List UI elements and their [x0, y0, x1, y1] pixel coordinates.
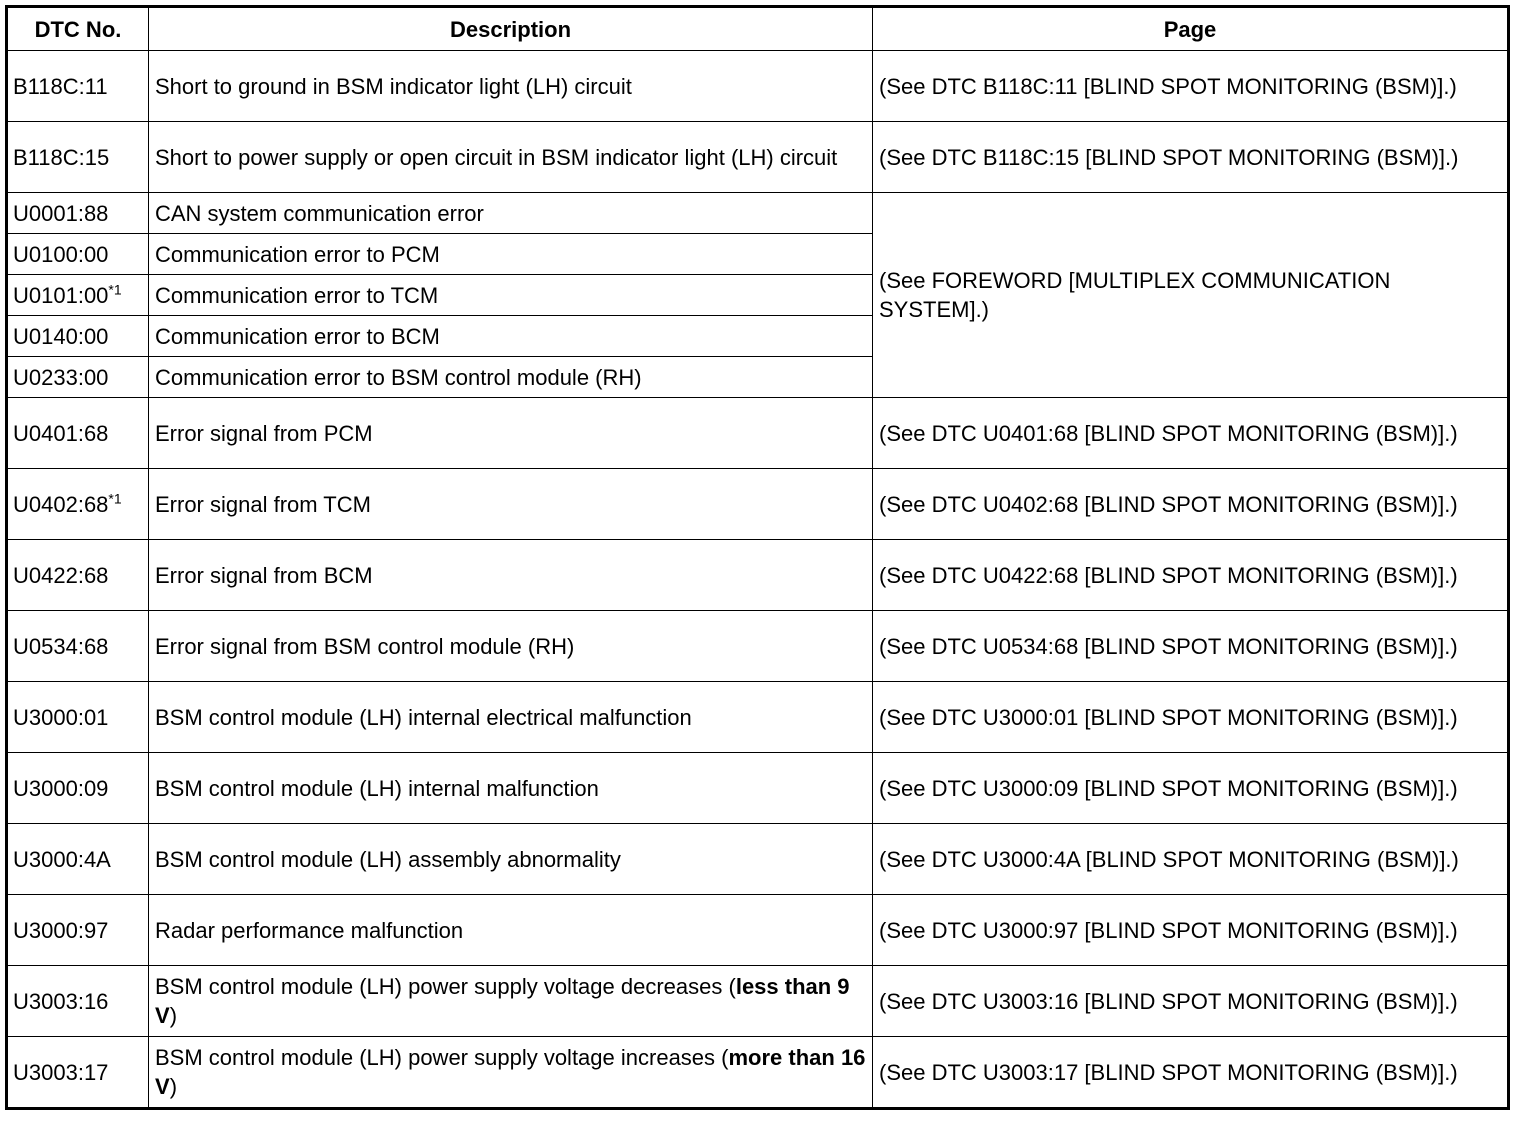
table-row	[7, 753, 1509, 824]
dtc-code: U3000:01	[7, 682, 149, 753]
dtc-code: U3003:16	[7, 966, 149, 1037]
dtc-code: U3000:97	[7, 895, 149, 966]
table-row	[7, 611, 1509, 682]
dtc-code: U0001:88	[7, 193, 149, 234]
header-dtc-no: DTC No.	[7, 7, 149, 51]
table-row	[7, 966, 1509, 1037]
closing-paren: )	[169, 1003, 178, 1028]
dtc-page-reference: (See DTC U3003:17 [BLIND SPOT MONITORING (BSM)].)	[873, 1037, 1509, 1109]
dtc-table	[5, 5, 1510, 1110]
dtc-description: BSM control module (LH) power supply voltage increases (	[155, 1045, 729, 1070]
dtc-page-reference: (See DTC U3000:09 [BLIND SPOT MONITORING (BSM)].)	[873, 753, 1509, 824]
dtc-code-cell	[7, 275, 149, 316]
dtc-description-cell	[149, 966, 873, 1037]
dtc-page-reference: (See DTC U3000:97 [BLIND SPOT MONITORING (BSM)].)	[873, 895, 1509, 966]
table-row	[7, 469, 1509, 540]
dtc-description: BSM control module (LH) assembly abnormality	[149, 824, 873, 895]
table-row	[7, 51, 1509, 122]
footnote-marker: *1	[108, 281, 122, 298]
dtc-code: B118C:15	[7, 122, 149, 193]
header-description: Description	[149, 7, 873, 51]
voltage-threshold: more than 16 V	[155, 1045, 866, 1099]
voltage-threshold: less than 9 V	[155, 974, 850, 1028]
table-row	[7, 1037, 1509, 1109]
dtc-code: U0233:00	[7, 357, 149, 398]
dtc-description: Communication error to PCM	[149, 234, 873, 275]
dtc-description: Communication error to BSM control module (RH)	[149, 357, 873, 398]
table-header-row	[7, 7, 1509, 51]
dtc-description: Communication error to BCM	[149, 316, 873, 357]
table-row	[7, 682, 1509, 753]
dtc-code: U0140:00	[7, 316, 149, 357]
dtc-page-reference: (See DTC U3000:4A [BLIND SPOT MONITORING (BSM)].)	[873, 824, 1509, 895]
dtc-code: U3003:17	[7, 1037, 149, 1109]
dtc-description: BSM control module (LH) power supply voltage decreases (	[155, 974, 736, 999]
dtc-page-reference: (See DTC U0422:68 [BLIND SPOT MONITORING (BSM)].)	[873, 540, 1509, 611]
dtc-code: U0100:00	[7, 234, 149, 275]
dtc-page-reference: (See DTC U3003:16 [BLIND SPOT MONITORING (BSM)].)	[873, 966, 1509, 1037]
dtc-code: U0101:00	[13, 282, 109, 308]
dtc-description-cell	[149, 1037, 873, 1109]
dtc-code-cell	[7, 469, 149, 540]
table-row	[7, 122, 1509, 193]
dtc-code: U0422:68	[7, 540, 149, 611]
dtc-page-reference: (See DTC U0401:68 [BLIND SPOT MONITORING (BSM)].)	[873, 398, 1509, 469]
dtc-code: U3000:4A	[7, 824, 149, 895]
table-row	[7, 540, 1509, 611]
dtc-code: U0401:68	[7, 398, 149, 469]
footnote-marker: *1	[108, 490, 122, 507]
closing-paren: )	[169, 1074, 178, 1099]
header-page: Page	[873, 7, 1509, 51]
table-row	[7, 824, 1509, 895]
dtc-description: Error signal from PCM	[149, 398, 873, 469]
table-row	[7, 193, 1509, 234]
dtc-description: BSM control module (LH) internal electrical malfunction	[149, 682, 873, 753]
dtc-description: Error signal from BSM control module (RH)	[149, 611, 873, 682]
dtc-code: U0402:68	[13, 491, 109, 517]
dtc-description: Error signal from TCM	[149, 469, 873, 540]
dtc-description: Short to ground in BSM indicator light (LH) circuit	[149, 51, 873, 122]
dtc-description: CAN system communication error	[149, 193, 873, 234]
dtc-page-reference: (See DTC B118C:15 [BLIND SPOT MONITORING (BSM)].)	[873, 122, 1509, 193]
dtc-page-reference: (See DTC B118C:11 [BLIND SPOT MONITORING (BSM)].)	[873, 51, 1509, 122]
dtc-description: Error signal from BCM	[149, 540, 873, 611]
dtc-page-reference: (See DTC U0402:68 [BLIND SPOT MONITORING (BSM)].)	[873, 469, 1509, 540]
dtc-description: Communication error to TCM	[149, 275, 873, 316]
dtc-description: BSM control module (LH) internal malfunction	[149, 753, 873, 824]
dtc-code: U0534:68	[7, 611, 149, 682]
dtc-page-reference: (See DTC U0534:68 [BLIND SPOT MONITORING (BSM)].)	[873, 611, 1509, 682]
dtc-description: Short to power supply or open circuit in BSM indicator light (LH) circuit	[149, 122, 873, 193]
dtc-description: Radar performance malfunction	[149, 895, 873, 966]
dtc-code: B118C:11	[7, 51, 149, 122]
table-row	[7, 895, 1509, 966]
table-row	[7, 398, 1509, 469]
dtc-page-reference: (See DTC U3000:01 [BLIND SPOT MONITORING (BSM)].)	[873, 682, 1509, 753]
dtc-page-reference: (See FOREWORD [MULTIPLEX COMMUNICATION SYSTEM].)	[873, 193, 1509, 398]
dtc-code: U3000:09	[7, 753, 149, 824]
